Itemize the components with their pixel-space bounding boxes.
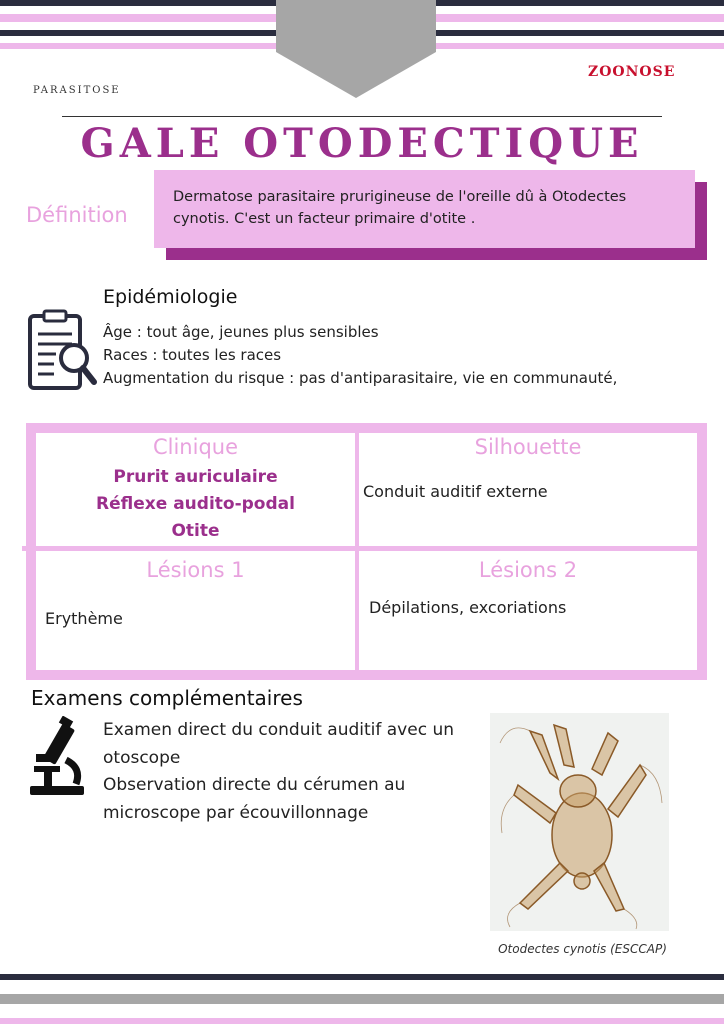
epidemiology-risk: Augmentation du risque : pas d'antiparasitaire, vie en communauté, bbox=[103, 369, 618, 387]
exams-line-2: otoscope bbox=[103, 747, 181, 768]
definition-line-2: cynotis. C'est un facteur primaire d'otite . bbox=[173, 211, 476, 227]
mite-image bbox=[490, 713, 669, 931]
grid-divider-vertical bbox=[355, 423, 359, 680]
clinique-item-prurit: Prurit auriculaire bbox=[113, 467, 278, 487]
exams-title: Examens complémentaires bbox=[31, 686, 303, 710]
clinique-items bbox=[36, 464, 355, 545]
epidemiology-title: Epidémiologie bbox=[103, 286, 238, 308]
microscope-icon bbox=[26, 716, 92, 798]
title-divider bbox=[62, 116, 662, 117]
clinique-title: Clinique bbox=[152, 435, 239, 459]
bottom-band-pink bbox=[0, 1018, 724, 1024]
lesions1-text: Erythème bbox=[45, 609, 123, 628]
chevron-banner bbox=[276, 0, 436, 100]
grid-divider-horizontal bbox=[22, 546, 707, 551]
epidemiology-lines bbox=[103, 321, 617, 390]
bottom-band-navy bbox=[0, 974, 724, 980]
zoonose-tag: ZOONOSE bbox=[588, 64, 676, 80]
grid-frame-right bbox=[697, 423, 707, 680]
lesions1-title: Lésions 1 bbox=[146, 558, 245, 582]
lesions2-text: Dépilations, excoriations bbox=[369, 598, 567, 617]
image-caption: Otodectes cynotis (ESCCAP) bbox=[498, 942, 667, 956]
definition-text bbox=[173, 186, 626, 230]
exams-line-3: Observation directe du cérumen au bbox=[103, 775, 406, 795]
page-title: GALE OTODECTIQUE bbox=[80, 120, 644, 167]
grid-frame-bottom bbox=[26, 670, 707, 680]
silhouette-text: Conduit auditif externe bbox=[363, 482, 548, 501]
mite-illustration bbox=[490, 713, 669, 931]
lesions2-title: Lésions 2 bbox=[478, 558, 578, 582]
grid-frame-left bbox=[26, 423, 36, 680]
clipboard-magnifier-icon bbox=[26, 308, 98, 392]
clinique-item-otite: Otite bbox=[171, 521, 220, 541]
clinique-item-reflexe: Réflexe audito-podal bbox=[96, 494, 295, 514]
exams-line-1: Examen direct du conduit auditif avec un bbox=[103, 720, 454, 740]
exams-lines bbox=[103, 717, 454, 827]
definition-line-1: Dermatose parasitaire prurigineuse de l'oreille dû à Otodectes bbox=[173, 189, 627, 205]
epidemiology-races: Races : toutes les races bbox=[103, 346, 282, 364]
epidemiology-age: Âge : tout âge, jeunes plus sensibles bbox=[103, 323, 379, 341]
definition-label: Définition bbox=[26, 203, 128, 227]
bottom-band-gray bbox=[0, 994, 724, 1004]
grid-frame-top bbox=[26, 423, 707, 433]
silhouette-title: Silhouette bbox=[474, 435, 582, 459]
exams-line-4: microscope par écouvillonnage bbox=[103, 802, 369, 823]
category-label: PARASITOSE bbox=[33, 85, 121, 96]
